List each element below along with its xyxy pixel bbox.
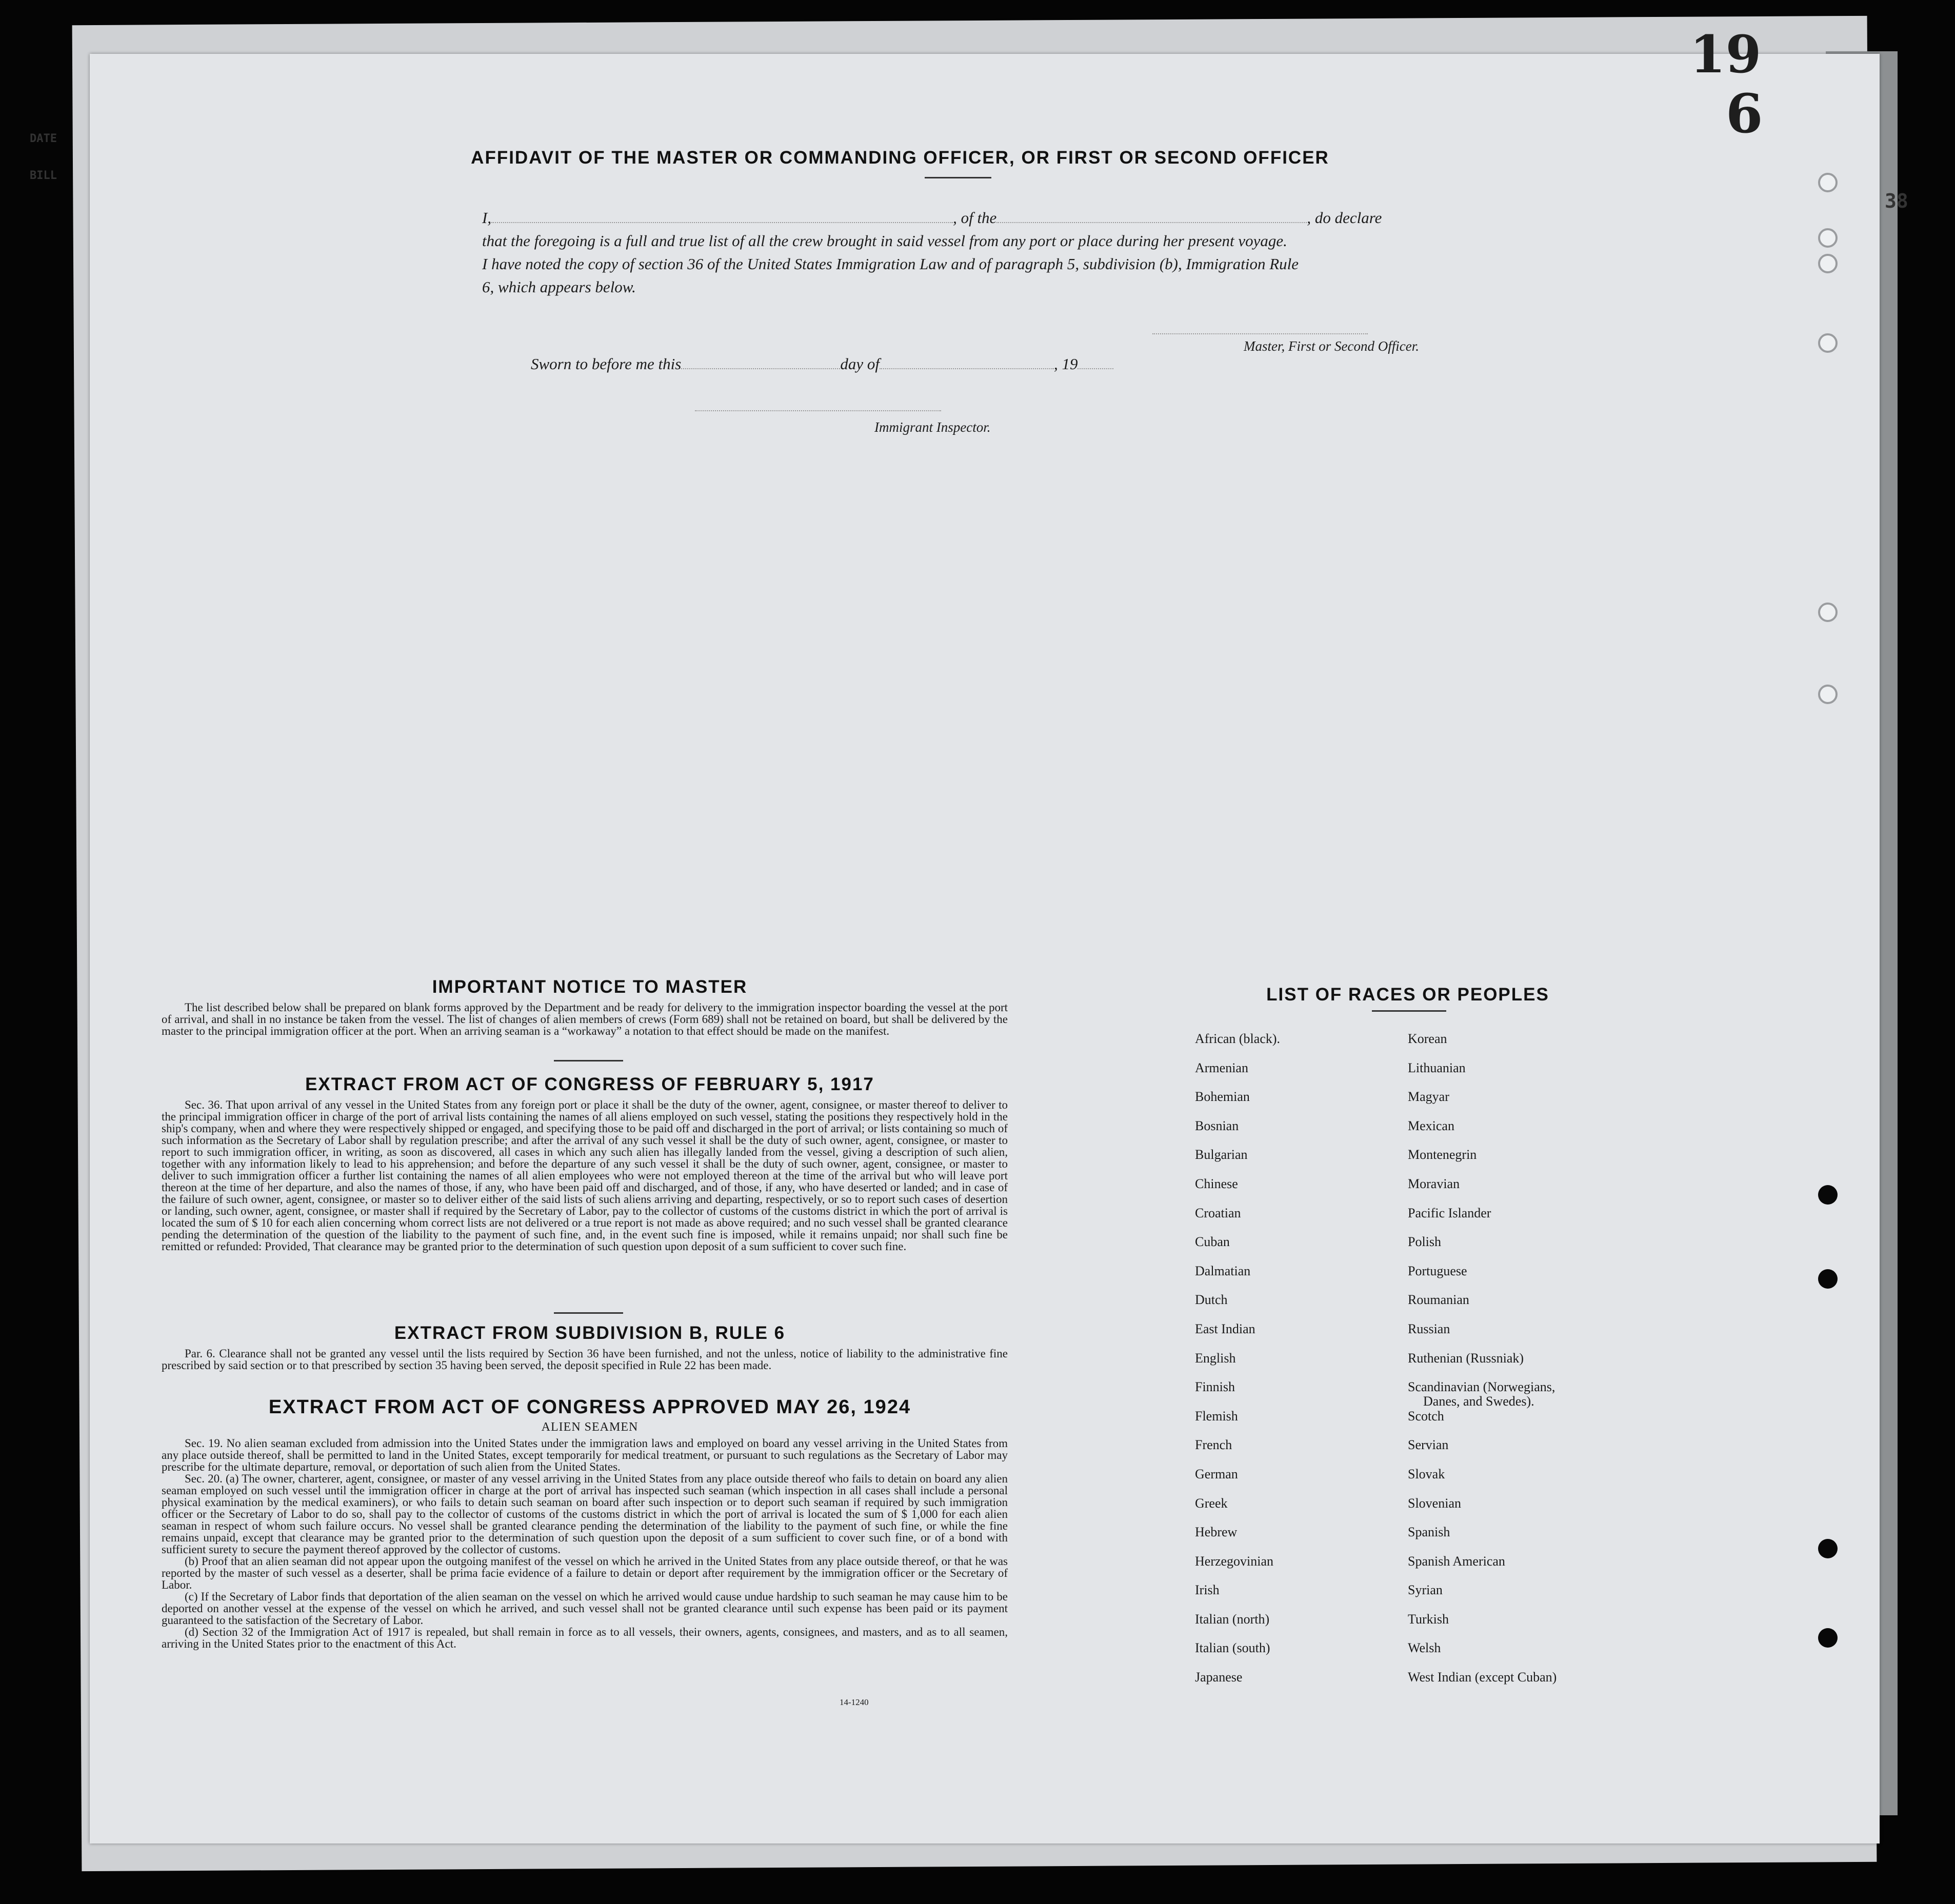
- of-the-label: , of the: [953, 209, 997, 227]
- form-number: 14-1240: [840, 1697, 869, 1707]
- race-item: Italian (north): [1195, 1611, 1270, 1627]
- race-item: [1408, 1380, 1557, 1409]
- race-item: Japanese: [1195, 1670, 1243, 1685]
- do-declare-label: , do declare: [1307, 209, 1382, 227]
- punch-hole: [1818, 1539, 1838, 1558]
- races-right-column: [1408, 1032, 1557, 1699]
- race-item: African (black).: [1195, 1031, 1281, 1046]
- race-item: Herzegovinian: [1195, 1553, 1274, 1569]
- race-item: East Indian: [1195, 1321, 1255, 1336]
- affidavit-line-1: [482, 206, 1382, 229]
- sworn-year-blank: [1078, 368, 1113, 369]
- race-item: Dutch: [1195, 1292, 1228, 1308]
- race-item: Servian: [1408, 1437, 1449, 1453]
- race-item: Lithuanian: [1408, 1060, 1466, 1075]
- race-item-scandinavian: Scandinavian (Norwegians,: [1408, 1379, 1555, 1395]
- race-item: Flemish: [1195, 1408, 1238, 1424]
- race-item: Polish: [1408, 1234, 1442, 1250]
- edge-number: 38: [1885, 190, 1908, 212]
- declarant-prefix: I,: [482, 209, 492, 227]
- race-item: Armenian: [1195, 1060, 1248, 1075]
- notice-body: The list described below shall be prepared on blank forms approved by the Department and be ready for delivery to the immigration inspector boarding the vessel at the port of arrival, and shall in no instance be taken from the vessel. The list of changes of alien members of crews (Form 689) shall not be retained on board, but shall be delivered by the master to the principal immigration officer at the port. When an arriving seaman is a “workaway” a notation to that effect should be made on the manifest.: [162, 1001, 1008, 1037]
- affidavit-title-rule: [925, 177, 991, 178]
- race-item: Turkish: [1408, 1611, 1449, 1627]
- binder-hole: [1818, 173, 1838, 192]
- race-item: Irish: [1195, 1582, 1220, 1598]
- binder-hole: [1818, 228, 1838, 248]
- extract-1924-paragraph: (c) If the Secretary of Labor finds that deportation of the alien seaman on the vessel on which he arrived would cause undue hardship to such seaman he may cause him to be deported on another vessel at the expense of the vessel on which he arrived, and such vessel shall not be granted clearance until such expense has been paid or its payment guaranteed to the satisfaction of the Secretary of Labor.: [162, 1590, 1008, 1627]
- punch-hole: [1818, 1185, 1838, 1205]
- race-item: Italian (south): [1195, 1640, 1270, 1656]
- extract-1924-body: [162, 1437, 1008, 1650]
- document-page: [90, 24, 1908, 1843]
- extract-1917-title: EXTRACT FROM ACT OF CONGRESS OF FEBRUARY 5, 1917: [305, 1074, 874, 1094]
- race-item: Russian: [1408, 1321, 1450, 1336]
- race-item: Roumanian: [1408, 1292, 1469, 1308]
- race-item: Chinese: [1195, 1176, 1238, 1191]
- binder-hole: [1818, 603, 1838, 622]
- vessel-name-blank: [996, 222, 1307, 223]
- sworn-label: Sworn to before me this: [531, 355, 682, 373]
- race-item: Spanish American: [1408, 1553, 1505, 1569]
- notice-rule: [554, 1060, 623, 1061]
- day-of-label: day of: [840, 355, 880, 373]
- race-item: Bulgarian: [1195, 1147, 1248, 1163]
- inspector-label: Immigrant Inspector.: [874, 419, 991, 435]
- affidavit-title: AFFIDAVIT OF THE MASTER OR COMMANDING OFFICER, OR FIRST OR SECOND OFFICER: [471, 148, 1329, 168]
- race-item-scandinavian-cont: Danes, and Swedes).: [1423, 1394, 1534, 1409]
- race-item: Montenegrin: [1408, 1147, 1477, 1163]
- race-item: Ruthenian (Russniak): [1408, 1350, 1524, 1366]
- punch-hole: [1818, 1269, 1838, 1289]
- affidavit-body: [482, 206, 1382, 298]
- edge-fragment-date: DATE: [30, 132, 57, 145]
- race-item: Slovak: [1408, 1466, 1445, 1481]
- races-title-rule: [1372, 1010, 1446, 1012]
- race-item: Welsh: [1408, 1640, 1441, 1656]
- race-item: German: [1195, 1466, 1238, 1481]
- binder-hole: [1818, 685, 1838, 704]
- punch-hole: [1818, 1628, 1838, 1648]
- race-item: Croatian: [1195, 1205, 1241, 1220]
- extract-1924-subtitle: ALIEN SEAMEN: [541, 1420, 639, 1434]
- rule-6-title: EXTRACT FROM SUBDIVISION B, RULE 6: [394, 1323, 786, 1343]
- extract-1924-paragraph: Sec. 19. No alien seaman excluded from admission into the United States under the immigration laws and employed on board any vessel arriving in the United States from any place outside thereof, shall be permitted to land in the United States, except temporarily for medical treatment, or pursuant to such regulations as the Secretary of Labor may prescribe for the ultimate departure, removal, or deportation of such alien from the United States.: [162, 1437, 1008, 1473]
- binder-hole: [1818, 254, 1838, 273]
- affidavit-line-4: 6, which appears below.: [482, 278, 636, 296]
- race-item: Moravian: [1408, 1176, 1460, 1191]
- top-page-number: 19: [1690, 24, 1762, 85]
- race-item: Bosnian: [1195, 1118, 1239, 1133]
- extract-1924-paragraph: (d) Section 32 of the Immigration Act of 1917 is repealed, but shall remain in force as to all vessels, their owners, agents, consignees, and masters, and as to all seamen, arriving in the United States prior to the enactment of this Act.: [162, 1626, 1008, 1650]
- extract-1924-paragraph: Sec. 20. (a) The owner, charterer, agent, consignee, or master of any vessel arriving in the United States from any place outside thereof who fails to detain on board any alien seaman employed on such vessel until the immigration officer in charge at the port of arrival has inspected such seaman (which inspection in all cases shall include a personal physical examination by the medical examiners), or who fails to detain such seaman on board after such inspection or to deport such seaman if required by such immigration officer or the Secretary of Labor to do so, shall pay to the collector of customs of the customs district in which the port of arrival is located the sum of $ 1,000 for each alien seaman in respect of whom such failure occurs. No vessel shall be granted clearance pending the determination of the liability to the payment of such fine, or while the fine remains unpaid, except that clearance may be granted prior to the determination of such question upon the deposit of a sum sufficient to cover such fine, or of a bond with sufficient surety to secure the payment thereof approved by the collector of customs.: [162, 1472, 1008, 1556]
- extract-1917-rule: [554, 1312, 623, 1314]
- affidavit-line-3: I have noted the copy of section 36 of the United States Immigration Law and of paragraph 5, subdivision (b), Immigration Rule: [482, 255, 1299, 273]
- race-item: West Indian (except Cuban): [1408, 1670, 1557, 1685]
- master-signature-blank: [1152, 333, 1368, 334]
- master-signature-label: Master, First or Second Officer.: [1244, 338, 1419, 354]
- race-item: Portuguese: [1408, 1263, 1467, 1278]
- race-item: French: [1195, 1437, 1232, 1453]
- races-title: LIST OF RACES OR PEOPLES: [1266, 985, 1549, 1005]
- races-left-column: [1195, 1032, 1280, 1699]
- rule-6-body: Par. 6. Clearance shall not be granted any vessel until the lists required by Section 36 have been furnished, and not the unless, notice of liability to the administrative fine prescribed by said section or to that prescribed by section 35 having been served, the deposit specified in Rule 22 has been made.: [162, 1347, 1008, 1372]
- race-item: Finnish: [1195, 1379, 1235, 1395]
- year-label: , 19: [1053, 355, 1078, 373]
- race-item: Syrian: [1408, 1582, 1443, 1598]
- extract-1924-paragraph: (b) Proof that an alien seaman did not appear upon the outgoing manifest of the vessel on which he arrived in the United States from any place outside thereof, or that he was reported by the master of such vessel as a deserter, shall be prima facie evidence of a failure to detain or deport after requirement by the immigration officer or the Secretary of Labor.: [162, 1555, 1008, 1591]
- race-item: Greek: [1195, 1495, 1228, 1511]
- binder-hole: [1818, 333, 1838, 353]
- edge-fragment-bill: BILL: [30, 169, 57, 182]
- race-item: English: [1195, 1350, 1236, 1366]
- race-item: Korean: [1408, 1031, 1447, 1046]
- extract-1917-body: Sec. 36. That upon arrival of any vessel in the United States from any foreign port or place it shall be the duty of the owner, agent, consignee, or master thereof to deliver to the principal immigration officer in charge of the port of arrival lists containing the names of all aliens employed on such vessel, stating the positions they respectively hold in the ship's company, when and where they were respectively shipped or engaged, and specifying those to be paid off and discharged in the port of arrival; or lists containing so much of such information as the Secretary of Labor shall by regulation prescribe; and after the arrival of any such vessel it shall be the duty of such owner, agent, consignee, or master to report to such immigration officer, in writing, as soon as discovered, all cases in which any such alien has illegally landed from the vessel, giving a description of such alien, together with any information likely to lead to his apprehension; and before the departure of any such vessel it shall be the duty of such owner, agent, consignee, or master to deliver to such immigration officer a further list containing the names of all alien employees who were not employed thereon at the time of the arrival but who will leave port thereon at the time of her departure, and also the names of those, if any, who have been paid off and discharged, and of those, if any, who have deserted or landed; and in case of the failure of such owner, agent, consignee, or master so to deliver either of the said lists of such aliens arriving and departing, respectively, or so to report such cases of desertion or landing, such owner, agent, consignee, or master shall if required by the Secretary of Labor, pay to the collector of customs of the customs district in which the port of arrival is located the sum of $ 10 for each alien concerning whom correct lists are not delivered or a true report is not made as above required; and no such vessel shall be granted clearance pending the determination of the question of the liability to the payment of such fine, and, in the event such fine is imposed, while it remains unpaid; nor shall such fine be remitted or refunded: Provided, That clearance may be granted prior to the determination of such question upon deposit of a sum sufficient to cover such fine.: [162, 1098, 1008, 1253]
- sworn-day-blank: [681, 368, 840, 369]
- race-item: Cuban: [1195, 1234, 1230, 1250]
- extract-1924-title: EXTRACT FROM ACT OF CONGRESS APPROVED MAY 26, 1924: [268, 1396, 911, 1418]
- race-item: Magyar: [1408, 1089, 1449, 1105]
- race-item: Slovenian: [1408, 1495, 1461, 1511]
- sworn-month-blank: [880, 368, 1054, 369]
- affidavit-line-2: that the foregoing is a full and true list of all the crew brought in said vessel from any port or place during her present voyage.: [482, 232, 1287, 250]
- race-item: Spanish: [1408, 1525, 1450, 1540]
- race-item: Mexican: [1408, 1118, 1454, 1133]
- declarant-name-blank: [491, 222, 953, 223]
- race-item: Pacific Islander: [1408, 1205, 1491, 1220]
- sheet-number: 6: [1726, 82, 1763, 145]
- sworn-line: [531, 355, 1113, 373]
- inspector-signature-blank: [695, 410, 941, 411]
- notice-title: IMPORTANT NOTICE TO MASTER: [432, 977, 748, 997]
- race-item: Scotch: [1408, 1408, 1444, 1424]
- race-item: Dalmatian: [1195, 1263, 1251, 1278]
- race-item: Bohemian: [1195, 1089, 1250, 1105]
- race-item: Hebrew: [1195, 1525, 1238, 1540]
